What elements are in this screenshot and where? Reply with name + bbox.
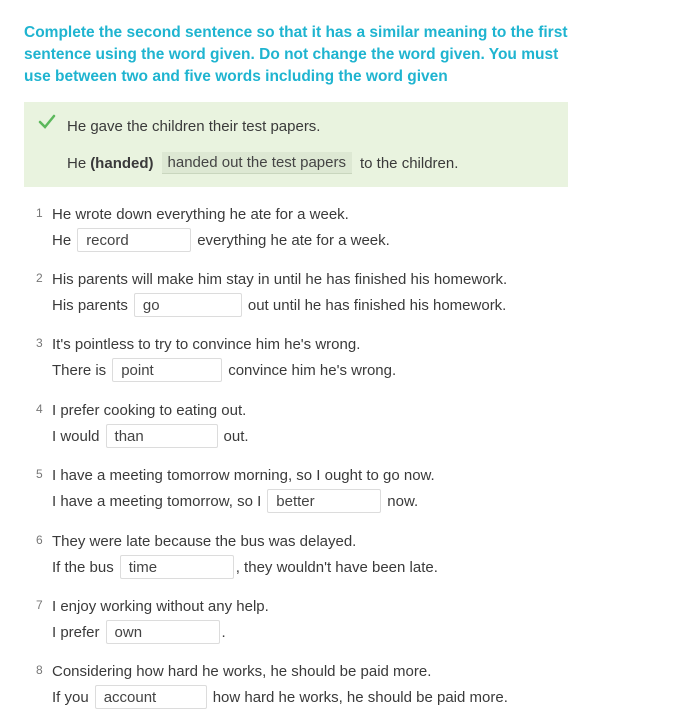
rewrite-after: convince him he's wrong. xyxy=(228,361,397,379)
answer-input[interactable]: than xyxy=(106,424,218,448)
rewrite-after: out. xyxy=(223,427,249,445)
answer-input[interactable]: point xyxy=(112,358,222,382)
question-sentence: I enjoy working without any help. xyxy=(52,598,269,615)
question-number: 6 xyxy=(36,533,43,547)
example-sentence: He gave the children their test papers. xyxy=(67,118,321,135)
rewrite-before: If the bus xyxy=(52,558,114,576)
question-rewrite xyxy=(52,424,249,448)
question-sentence: Considering how hard he works, he should be paid more. xyxy=(52,663,432,680)
answer-input[interactable]: better xyxy=(267,489,381,513)
question-rewrite xyxy=(52,489,418,513)
answer-input[interactable]: go xyxy=(134,293,242,317)
rewrite-before: He xyxy=(52,231,72,249)
question-rewrite xyxy=(52,228,390,252)
question-rewrite xyxy=(52,620,226,644)
answer-input[interactable]: own xyxy=(106,620,220,644)
question-rewrite xyxy=(52,293,506,317)
question-sentence: He wrote down everything he ate for a week. xyxy=(52,206,349,223)
rewrite-before: There is xyxy=(52,361,107,379)
rewrite-after: . xyxy=(221,623,226,641)
example-key-word: (handed) xyxy=(90,154,154,172)
rewrite-after: out until he has finished his homework. xyxy=(247,296,507,314)
checkmark-icon xyxy=(37,112,57,132)
question-sentence: I have a meeting tomorrow morning, so I ought to go now. xyxy=(52,467,435,484)
example-prefix: He xyxy=(67,154,87,172)
answer-input[interactable]: time xyxy=(120,555,234,579)
question-sentence: It's pointless to try to convince him he's wrong. xyxy=(52,336,361,353)
question-sentence: His parents will make him stay in until he has finished his homework. xyxy=(52,271,508,288)
question-rewrite xyxy=(52,555,438,579)
question-number: 3 xyxy=(36,336,43,350)
question-number: 8 xyxy=(36,663,43,677)
rewrite-before: I prefer xyxy=(52,623,100,641)
instructions: Complete the second sentence so that it has a similar meaning to the first sentence using the word given. Do not change the word given. You must use between two and five words including the word given xyxy=(24,24,568,85)
question-rewrite xyxy=(52,685,508,709)
answer-input[interactable]: record xyxy=(77,228,191,252)
rewrite-before: His parents xyxy=(52,296,128,314)
rewrite-after: how hard he works, he should be paid more. xyxy=(212,688,508,706)
question-number: 5 xyxy=(36,467,43,481)
question-sentence: They were late because the bus was delayed. xyxy=(52,533,357,550)
example-rewrite xyxy=(67,152,458,174)
rewrite-before: If you xyxy=(52,688,89,706)
question-number: 1 xyxy=(36,206,43,220)
rewrite-after: now. xyxy=(387,492,419,510)
question-sentence: I prefer cooking to eating out. xyxy=(52,402,247,419)
rewrite-before: I would xyxy=(52,427,100,445)
question-number: 7 xyxy=(36,598,43,612)
question-number: 4 xyxy=(36,402,43,416)
answer-input[interactable]: account xyxy=(95,685,207,709)
rewrite-before: I have a meeting tomorrow, so I xyxy=(52,492,262,510)
question-rewrite xyxy=(52,358,396,382)
rewrite-after: everything he ate for a week. xyxy=(197,231,390,249)
example-box xyxy=(24,102,568,187)
example-answer: handed out the test papers xyxy=(162,152,352,174)
example-suffix: to the children. xyxy=(360,154,459,172)
rewrite-after: , they wouldn't have been late. xyxy=(235,558,438,576)
question-number: 2 xyxy=(36,271,43,285)
